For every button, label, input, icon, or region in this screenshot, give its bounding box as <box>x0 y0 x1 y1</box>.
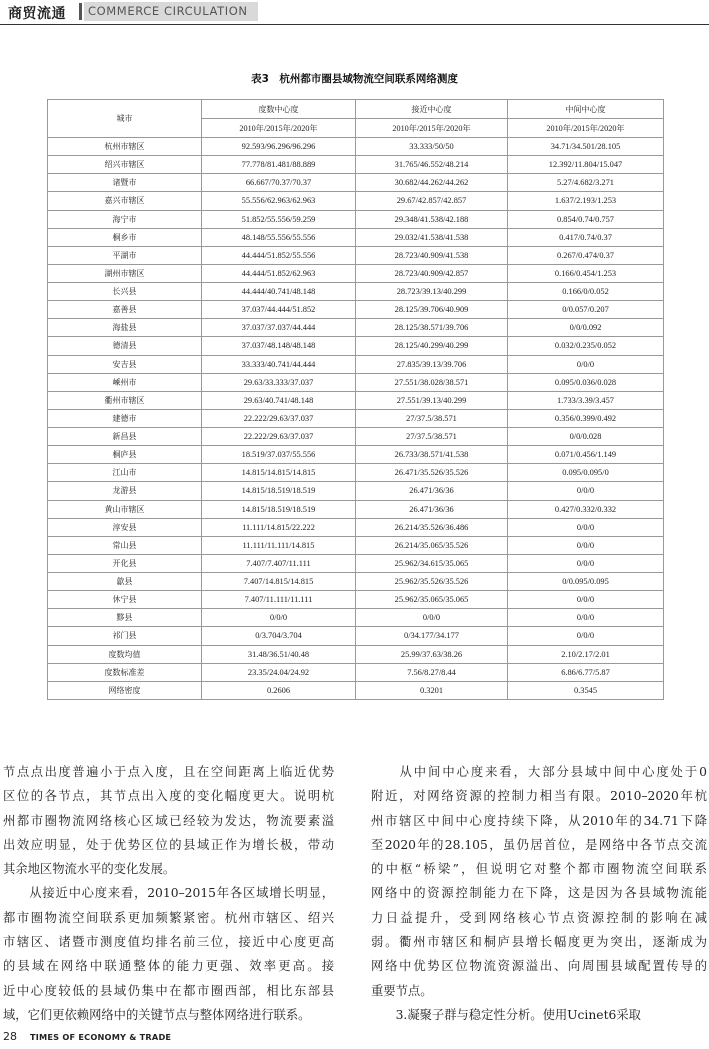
cell-value: 25.962/35.065/35.065 <box>356 591 508 609</box>
cell-city: 杭州市辖区 <box>48 138 202 156</box>
table-row <box>48 156 664 174</box>
cell-value: 0.095/0.095/0 <box>508 464 664 482</box>
cell-value: 14.815/18.519/18.519 <box>202 482 356 500</box>
cell-value: 11.111/14.815/22.222 <box>202 518 356 536</box>
table-row <box>48 554 664 572</box>
cell-value: 29.67/42.857/42.857 <box>356 192 508 210</box>
table-row <box>48 645 664 663</box>
header-divider-bar <box>79 3 82 20</box>
header-rule <box>0 24 709 25</box>
cell-value: 0/0/0 <box>508 518 664 536</box>
text-line: 附近，对网络资源的控制力相当有限。2010–2020年杭 <box>371 789 707 804</box>
header-degree: 度数中心度 <box>202 100 356 119</box>
left-paragraphs <box>3 760 334 1027</box>
header-years-betweenness: 2010年/2015年/2020年 <box>508 119 664 138</box>
cell-city: 新昌县 <box>48 428 202 446</box>
cell-value: 28.723/40.909/42.857 <box>356 264 508 282</box>
cell-value: 1.637/2.193/1.253 <box>508 192 664 210</box>
table-row <box>48 337 664 355</box>
cell-city: 建德市 <box>48 409 202 427</box>
text-line: 近中心度较低的县域仍集中在都市圈西部，相比东部县 <box>3 983 334 998</box>
text-line: 州市辖区中间中心度持续下降，从2010年的34.71下降 <box>371 813 707 828</box>
cell-value: 0/0/0 <box>508 482 664 500</box>
page-number: 28 <box>3 1030 17 1043</box>
table-row <box>48 319 664 337</box>
cell-value: 27.835/39.13/39.706 <box>356 355 508 373</box>
table-row <box>48 174 664 192</box>
cell-value: 0.427/0.332/0.332 <box>508 500 664 518</box>
table-row <box>48 210 664 228</box>
table-row <box>48 246 664 264</box>
text-line: 力日益提升，受到网络核心节点资源控制的影响在减 <box>371 910 707 925</box>
text-line: 从接近中心度来看，2010–2015年各区域增长明显， <box>3 886 334 901</box>
cell-city: 诸暨市 <box>48 174 202 192</box>
table-row <box>48 464 664 482</box>
cell-city: 祁门县 <box>48 627 202 645</box>
table-row <box>48 409 664 427</box>
cell-city: 歙县 <box>48 573 202 591</box>
cell-city: 黟县 <box>48 609 202 627</box>
cell-value: 0.356/0.399/0.492 <box>508 409 664 427</box>
cell-value: 33.333/40.741/44.444 <box>202 355 356 373</box>
cell-value: 0/0/0 <box>508 591 664 609</box>
cell-city: 桐庐县 <box>48 446 202 464</box>
cell-value: 14.815/18.519/18.519 <box>202 500 356 518</box>
text-line: 弱。衢州市辖区和桐庐县增长幅度更为突出，逐渐成为 <box>371 935 707 950</box>
table-row <box>48 518 664 536</box>
cell-value: 44.444/51.852/62.963 <box>202 264 356 282</box>
cell-value: 0/0/0 <box>508 536 664 554</box>
header-closeness: 接近中心度 <box>356 100 508 119</box>
cell-city: 度数均值 <box>48 645 202 663</box>
cell-value: 0/0/0 <box>508 554 664 572</box>
cell-value: 7.56/8.27/8.44 <box>356 663 508 681</box>
cell-value: 26.214/35.065/35.526 <box>356 536 508 554</box>
table-body <box>48 138 664 700</box>
text-line: 区位的各节点，其节点出入度的变化幅度更大。说明杭 <box>3 789 334 804</box>
table-row <box>48 627 664 645</box>
table-row <box>48 573 664 591</box>
body-column-left <box>3 760 334 1027</box>
cell-value: 0.267/0.474/0.37 <box>508 246 664 264</box>
cell-value: 77.778/81.481/88.889 <box>202 156 356 174</box>
cell-value: 92.593/96.296/96.296 <box>202 138 356 156</box>
cell-value: 31.48/36.51/40.48 <box>202 645 356 663</box>
cell-value: 28.723/39.13/40.299 <box>356 283 508 301</box>
table-row <box>48 228 664 246</box>
cell-value: 7.407/14.815/14.815 <box>202 573 356 591</box>
table-row <box>48 192 664 210</box>
cell-value: 7.407/7.407/11.111 <box>202 554 356 572</box>
cell-city: 黄山市辖区 <box>48 500 202 518</box>
cell-value: 29.63/40.741/48.148 <box>202 391 356 409</box>
cell-value: 1.733/3.39/3.457 <box>508 391 664 409</box>
right-paragraphs <box>371 760 707 1027</box>
cell-value: 28.125/39.706/40.909 <box>356 301 508 319</box>
cell-value: 0/0/0 <box>508 627 664 645</box>
cell-value: 28.125/40.299/40.299 <box>356 337 508 355</box>
table-row <box>48 609 664 627</box>
table-row <box>48 301 664 319</box>
cell-value: 18.519/37.037/55.556 <box>202 446 356 464</box>
cell-value: 0.854/0.74/0.757 <box>508 210 664 228</box>
table-row <box>48 446 664 464</box>
cell-value: 37.037/37.037/44.444 <box>202 319 356 337</box>
cell-value: 28.125/38.571/39.706 <box>356 319 508 337</box>
cell-value: 0/0/0.092 <box>508 319 664 337</box>
cell-value: 0.3201 <box>356 681 508 699</box>
cell-value: 0/3.704/3.704 <box>202 627 356 645</box>
cell-value: 22.222/29.63/37.037 <box>202 428 356 446</box>
cell-city: 绍兴市辖区 <box>48 156 202 174</box>
text-line: 从中间中心度来看，大部分县域中间中心度处于0 <box>371 765 707 779</box>
text-line: 重要节点。 <box>371 983 433 998</box>
cell-value: 0.071/0.456/1.149 <box>508 446 664 464</box>
text-line: 网络中的资源控制能力在下降，这是因为各县域物流能 <box>371 886 707 901</box>
cell-value: 48.148/55.556/55.556 <box>202 228 356 246</box>
header-years-degree: 2010年/2015年/2020年 <box>202 119 356 138</box>
cell-value: 34.71/34.501/28.105 <box>508 138 664 156</box>
table-row <box>48 681 664 699</box>
header-betweenness: 中间中心度 <box>508 100 664 119</box>
cell-value: 26.471/36/36 <box>356 482 508 500</box>
cell-value: 14.815/14.815/14.815 <box>202 464 356 482</box>
table-row <box>48 138 664 156</box>
cell-city: 海宁市 <box>48 210 202 228</box>
text-line: 3.凝聚子群与稳定性分析。使用Ucinet6采取 <box>371 1007 641 1022</box>
cell-value: 22.222/29.63/37.037 <box>202 409 356 427</box>
cell-city: 平湖市 <box>48 246 202 264</box>
cell-value: 66.667/70.37/70.37 <box>202 174 356 192</box>
cell-value: 25.962/35.526/35.526 <box>356 573 508 591</box>
cell-value: 26.471/35.526/35.526 <box>356 464 508 482</box>
cell-value: 27.551/38.028/38.571 <box>356 373 508 391</box>
cell-value: 29.032/41.538/41.538 <box>356 228 508 246</box>
cell-value: 0.3545 <box>508 681 664 699</box>
cell-city: 嘉兴市辖区 <box>48 192 202 210</box>
journal-title-en: COMMERCE CIRCULATION <box>84 2 258 21</box>
table-row <box>48 428 664 446</box>
cell-value: 23.35/24.04/24.92 <box>202 663 356 681</box>
cell-value: 12.392/11.804/15.047 <box>508 156 664 174</box>
text-line: 出效应明显，处于优势区位的县域正作为增长极，带动 <box>3 837 334 852</box>
header-city: 城市 <box>48 100 202 138</box>
cell-value: 0.032/0.235/0.052 <box>508 337 664 355</box>
page-footer <box>0 1030 709 1046</box>
cell-value: 0/0/0 <box>508 355 664 373</box>
text-line: 其余地区物流水平的变化发展。 <box>3 862 176 877</box>
cell-value: 29.348/41.538/42.188 <box>356 210 508 228</box>
cell-value: 0/0/0.028 <box>508 428 664 446</box>
cell-value: 33.333/50/50 <box>356 138 508 156</box>
cell-city: 桐乡市 <box>48 228 202 246</box>
table-row <box>48 373 664 391</box>
text-line: 的县域在网络中联通整体的能力更强、效率更高。接 <box>3 959 334 974</box>
cell-value: 11.111/11.111/14.815 <box>202 536 356 554</box>
cell-value: 0/0/0 <box>202 609 356 627</box>
cell-value: 51.852/55.556/59.259 <box>202 210 356 228</box>
text-line: 节点点出度普遍小于点入度，且在空间距离上临近优势 <box>3 765 334 779</box>
cell-value: 0.166/0/0.052 <box>508 283 664 301</box>
cell-value: 0/34.177/34.177 <box>356 627 508 645</box>
cell-city: 龙游县 <box>48 482 202 500</box>
cell-city: 衢州市辖区 <box>48 391 202 409</box>
cell-value: 25.99/37.63/38.26 <box>356 645 508 663</box>
cell-value: 2.10/2.17/2.01 <box>508 645 664 663</box>
cell-city: 网络密度 <box>48 681 202 699</box>
cell-value: 37.037/44.444/51.852 <box>202 301 356 319</box>
cell-value: 30.682/44.262/44.262 <box>356 174 508 192</box>
text-line: 都市圈物流空间联系更加频繁紧密。杭州市辖区、绍兴 <box>3 910 334 925</box>
cell-value: 0/0.057/0.207 <box>508 301 664 319</box>
body-column-right <box>371 760 707 1027</box>
cell-value: 0.417/0.74/0.37 <box>508 228 664 246</box>
footer-journal-name: TIMES OF ECONOMY & TRADE <box>30 1032 172 1042</box>
cell-value: 28.723/40.909/41.538 <box>356 246 508 264</box>
cell-value: 31.765/46.552/48.214 <box>356 156 508 174</box>
cell-value: 27/37.5/38.571 <box>356 409 508 427</box>
cell-value: 44.444/40.741/48.148 <box>202 283 356 301</box>
text-line: 至2020年的28.105，虽仍居首位，是网络中各节点交流 <box>371 837 707 852</box>
cell-value: 27.551/39.13/40.299 <box>356 391 508 409</box>
table-row <box>48 482 664 500</box>
cell-city: 休宁县 <box>48 591 202 609</box>
cell-value: 0/0/0 <box>508 609 664 627</box>
cell-value: 44.444/51.852/55.556 <box>202 246 356 264</box>
network-measure-table <box>47 99 664 700</box>
text-line: 网络中优势区位物流资源溢出、向周围县域配置传导的 <box>371 959 707 974</box>
table-row <box>48 264 664 282</box>
cell-value: 27/37.5/38.571 <box>356 428 508 446</box>
journal-title-cn: 商贸流通 <box>8 6 66 22</box>
cell-city: 开化县 <box>48 554 202 572</box>
cell-value: 0/0/0 <box>356 609 508 627</box>
cell-city: 湖州市辖区 <box>48 264 202 282</box>
cell-city: 嵊州市 <box>48 373 202 391</box>
cell-city: 嘉善县 <box>48 301 202 319</box>
text-line: 州都市圈物流网络核心区域已经较为发达，物流要素溢 <box>3 813 334 828</box>
page-header <box>0 0 709 26</box>
cell-city: 德清县 <box>48 337 202 355</box>
text-line: 域，它们更依赖网络中的关键节点与整体网络进行联系。 <box>3 1007 311 1022</box>
table-caption: 表3 杭州都市圈县域物流空间联系网络测度 <box>251 73 458 85</box>
cell-value: 25.962/34.615/35.065 <box>356 554 508 572</box>
table-row <box>48 591 664 609</box>
cell-city: 度数标准差 <box>48 663 202 681</box>
text-line: 市辖区、诸暨市测度值均排名前三位，接近中心度更高 <box>3 935 334 950</box>
cell-city: 淳安县 <box>48 518 202 536</box>
table-row <box>48 536 664 554</box>
cell-value: 0.166/0.454/1.253 <box>508 264 664 282</box>
cell-value: 5.27/4.682/3.271 <box>508 174 664 192</box>
text-line: 的中枢“桥梁”，但说明它对整个都市圈物流空间联系 <box>371 862 707 877</box>
cell-city: 江山市 <box>48 464 202 482</box>
table-row <box>48 391 664 409</box>
cell-value: 6.86/6.77/5.87 <box>508 663 664 681</box>
table-row <box>48 355 664 373</box>
cell-value: 7.407/11.111/11.111 <box>202 591 356 609</box>
cell-value: 26.214/35.526/36.486 <box>356 518 508 536</box>
cell-value: 26.471/36/36 <box>356 500 508 518</box>
table-row <box>48 663 664 681</box>
cell-value: 29.63/33.333/37.037 <box>202 373 356 391</box>
cell-value: 0/0.095/0.095 <box>508 573 664 591</box>
cell-value: 37.037/48.148/48.148 <box>202 337 356 355</box>
cell-city: 海盐县 <box>48 319 202 337</box>
table-row <box>48 500 664 518</box>
table-row <box>48 283 664 301</box>
cell-value: 0.095/0.036/0.028 <box>508 373 664 391</box>
cell-city: 安吉县 <box>48 355 202 373</box>
cell-city: 长兴县 <box>48 283 202 301</box>
header-years-closeness: 2010年/2015年/2020年 <box>356 119 508 138</box>
cell-value: 0.2606 <box>202 681 356 699</box>
cell-value: 55.556/62.963/62.963 <box>202 192 356 210</box>
cell-city: 常山县 <box>48 536 202 554</box>
cell-value: 26.733/38.571/41.538 <box>356 446 508 464</box>
